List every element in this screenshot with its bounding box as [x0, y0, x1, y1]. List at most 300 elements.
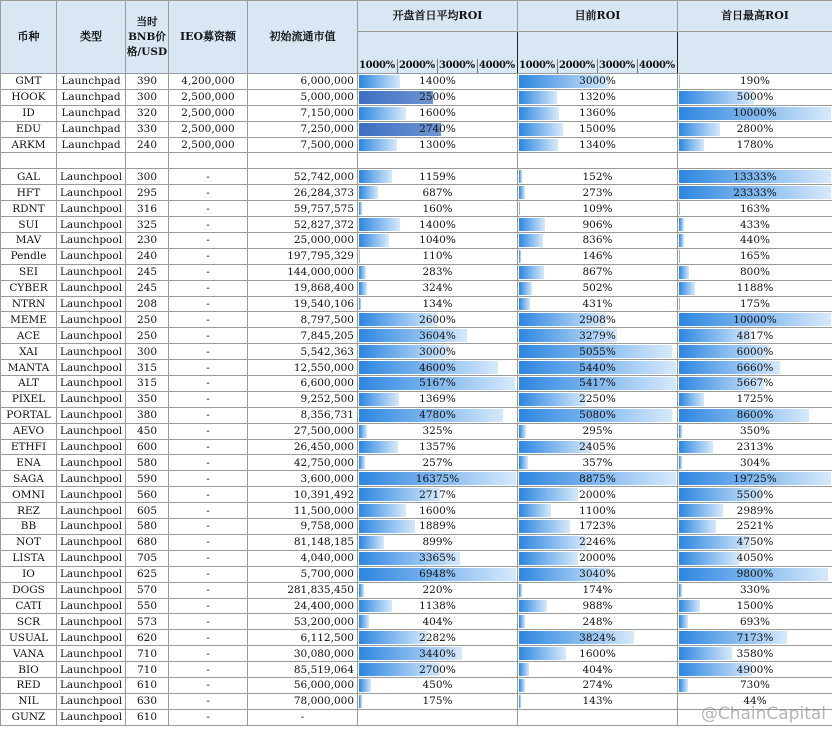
header-type: 类型: [57, 1, 126, 74]
table-row: [1, 312, 832, 328]
ieo-cell: -: [169, 344, 248, 360]
header-price: 当时BNB价格/USD: [126, 1, 169, 74]
table-row: [1, 566, 832, 582]
roi-value: 146%: [582, 250, 613, 263]
type-cell: Launchpool: [57, 519, 126, 535]
table-row: [1, 455, 832, 471]
avg-roi-cell: [358, 312, 518, 328]
roi-value: 1500%: [579, 123, 616, 136]
ieo-cell: -: [169, 662, 248, 678]
roi-value: 44%: [743, 695, 767, 708]
scale-tick: 3000%: [597, 59, 637, 73]
roi-bar: [359, 456, 365, 469]
type-cell: Launchpool: [57, 407, 126, 423]
coin-cell: USUAL: [1, 630, 57, 646]
roi-value: 2908%: [579, 313, 616, 326]
coin-cell: SUI: [1, 217, 57, 233]
roi-bar: [679, 456, 682, 469]
table-row: [1, 519, 832, 535]
roi-value: 3580%: [736, 647, 774, 660]
ieo-cell: -: [169, 630, 248, 646]
price-cell: 573: [126, 614, 169, 630]
mcap-cell: 42,750,000: [248, 455, 358, 471]
avg-roi-cell: [358, 534, 518, 550]
table-row: [1, 360, 832, 376]
max-roi-cell: [678, 217, 832, 233]
roi-bar: [519, 139, 558, 152]
scale-tick: 2000%: [397, 59, 437, 73]
max-roi-cell: [678, 407, 832, 423]
ieo-cell: -: [169, 519, 248, 535]
mcap-cell: 5,700,000: [248, 566, 358, 582]
max-roi-cell: [678, 74, 832, 90]
avg-roi-cell: [358, 693, 518, 709]
max-roi-cell: [678, 503, 832, 519]
roi-bar: [519, 647, 566, 660]
roi-bar: [679, 298, 680, 311]
roi-value: 257%: [422, 456, 453, 469]
roi-value: 295%: [582, 425, 613, 438]
ieo-cell: 2,500,000: [169, 121, 248, 137]
roi-value: 2000%: [579, 552, 616, 565]
table-body: [1, 74, 832, 726]
price-cell: 710: [126, 646, 169, 662]
empty-cell: [678, 153, 832, 169]
type-cell: Launchpool: [57, 312, 126, 328]
price-cell: 350: [126, 391, 169, 407]
roi-bar: [679, 425, 682, 438]
type-cell: Launchpool: [57, 709, 126, 725]
roi-bar: [519, 600, 547, 613]
avg-roi-cell: [358, 487, 518, 503]
current-roi-cell: [518, 312, 678, 328]
roi-value: 5080%: [579, 409, 616, 422]
price-cell: 300: [126, 169, 169, 185]
price-cell: 580: [126, 455, 169, 471]
price-cell: 230: [126, 233, 169, 249]
roi-value: 304%: [739, 456, 771, 469]
coin-cell: NTRN: [1, 296, 57, 312]
price-cell: 330: [126, 121, 169, 137]
roi-value: 1400%: [419, 75, 456, 88]
coin-cell: BIO: [1, 662, 57, 678]
table-row: [1, 376, 832, 392]
max-roi-cell: [678, 566, 832, 582]
type-cell: Launchpool: [57, 296, 126, 312]
max-roi-cell: [678, 89, 832, 105]
roi-value: 2246%: [579, 536, 616, 549]
mcap-cell: 144,000,000: [248, 264, 358, 280]
table-row: [1, 423, 832, 439]
table-row: [1, 677, 832, 693]
avg-roi-cell: [358, 169, 518, 185]
mcap-cell: 24,400,000: [248, 598, 358, 614]
current-roi-cell: [518, 566, 678, 582]
price-cell: 295: [126, 185, 169, 201]
type-cell: Launchpool: [57, 360, 126, 376]
roi-bar: [359, 584, 364, 597]
type-cell: Launchpool: [57, 264, 126, 280]
avg-roi-cell: [358, 677, 518, 693]
roi-bar: [519, 123, 563, 136]
roi-value: 1600%: [579, 647, 616, 660]
coin-cell: SEI: [1, 264, 57, 280]
price-cell: 325: [126, 217, 169, 233]
ieo-cell: -: [169, 614, 248, 630]
avg-roi-cell: [358, 89, 518, 105]
roi-value: 1600%: [419, 107, 456, 120]
price-cell: 710: [126, 662, 169, 678]
roi-bar: [359, 298, 361, 311]
roi-bar: [679, 520, 716, 533]
type-cell: Launchpool: [57, 534, 126, 550]
roi-bar: [679, 139, 704, 152]
ieo-cell: -: [169, 264, 248, 280]
mcap-cell: 6,112,500: [248, 630, 358, 646]
roi-value: 404%: [422, 615, 453, 628]
coin-cell: MANTA: [1, 360, 57, 376]
max-roi-cell: [678, 201, 832, 217]
coin-cell: NOT: [1, 534, 57, 550]
mcap-cell: 7,250,000: [248, 121, 358, 137]
ieo-cell: -: [169, 185, 248, 201]
roi-bar: [359, 679, 371, 692]
coin-cell: EDU: [1, 121, 57, 137]
roi-value: 2600%: [419, 313, 456, 326]
mcap-cell: 53,200,000: [248, 614, 358, 630]
ieo-cell: -: [169, 534, 248, 550]
avg-roi-cell: [358, 376, 518, 392]
roi-value: 357%: [582, 456, 613, 469]
coin-cell: HOOK: [1, 89, 57, 105]
table-row: [1, 550, 832, 566]
table-row: [1, 169, 832, 185]
coin-cell: VANA: [1, 646, 57, 662]
mcap-cell: 78,000,000: [248, 693, 358, 709]
roi-bar: [359, 393, 399, 406]
type-cell: Launchpad: [57, 137, 126, 153]
coin-cell: BB: [1, 519, 57, 535]
roi-bar: [519, 552, 578, 565]
avg-roi-cell: [358, 614, 518, 630]
roi-value: 3000%: [419, 345, 456, 358]
mcap-cell: 7,150,000: [248, 105, 358, 121]
max-roi-cell: [678, 248, 832, 264]
avg-roi-cell: [358, 233, 518, 249]
mcap-cell: 19,540,106: [248, 296, 358, 312]
roi-value: 800%: [739, 266, 771, 279]
max-roi-cell: [678, 423, 832, 439]
roi-value: 6948%: [419, 568, 456, 581]
roi-bar: [519, 282, 532, 295]
coin-cell: GMT: [1, 74, 57, 90]
table-row: [1, 344, 832, 360]
roi-value: 1357%: [419, 441, 456, 454]
roi-value: 7173%: [736, 631, 774, 644]
roi-bar: [679, 123, 720, 136]
price-cell: 580: [126, 519, 169, 535]
type-cell: Launchpool: [57, 248, 126, 264]
roi-value: 1725%: [736, 393, 774, 406]
roi-bar: [679, 600, 700, 613]
max-roi-cell: [678, 550, 832, 566]
roi-bar: [679, 250, 680, 263]
roi-value: 220%: [422, 584, 453, 597]
roi-bar: [359, 441, 398, 454]
mcap-cell: 7,500,000: [248, 137, 358, 153]
roi-value: 5667%: [736, 377, 774, 390]
roi-bar: [359, 520, 415, 533]
current-roi-cell: [518, 471, 678, 487]
roi-value: 2740%: [419, 123, 456, 136]
coin-cell: NIL: [1, 693, 57, 709]
max-roi-cell: [678, 534, 832, 550]
roi-bar: [359, 170, 392, 183]
ieo-cell: -: [169, 455, 248, 471]
table-row: [1, 598, 832, 614]
roi-bar: [519, 488, 578, 501]
roi-bar: [519, 456, 528, 469]
mcap-cell: 81,148,185: [248, 534, 358, 550]
coin-cell: MEME: [1, 312, 57, 328]
roi-value: 4780%: [419, 409, 456, 422]
roi-value: 190%: [739, 75, 771, 88]
avg-roi-cell: [358, 662, 518, 678]
type-cell: Launchpool: [57, 471, 126, 487]
header-max-roi: 首日最高ROI: [678, 1, 832, 32]
coin-cell: OMNI: [1, 487, 57, 503]
max-roi-cell: [678, 614, 832, 630]
type-cell: Launchpool: [57, 566, 126, 582]
roi-value: 5500%: [736, 488, 774, 501]
ieo-cell: -: [169, 487, 248, 503]
ieo-cell: -: [169, 328, 248, 344]
type-cell: Launchpool: [57, 344, 126, 360]
table-row: [1, 89, 832, 105]
roi-value: 3040%: [579, 568, 616, 581]
table-row: [1, 105, 832, 121]
roi-bar: [519, 107, 559, 120]
roi-value: 4817%: [736, 329, 774, 342]
roi-value: 283%: [422, 266, 453, 279]
price-cell: 245: [126, 264, 169, 280]
roi-value: 109%: [582, 202, 613, 215]
empty-cell: [126, 153, 169, 169]
roi-bar: [519, 298, 530, 311]
table-row: [1, 646, 832, 662]
mcap-cell: 27,500,000: [248, 423, 358, 439]
current-roi-cell: [518, 677, 678, 693]
price-cell: 620: [126, 630, 169, 646]
avg-roi-cell: [358, 264, 518, 280]
table-row: [1, 233, 832, 249]
current-roi-cell: [518, 503, 678, 519]
table-row: [1, 709, 832, 725]
mcap-cell: 59,757,575: [248, 201, 358, 217]
current-roi-cell: [518, 105, 678, 121]
avg-roi-cell: [358, 280, 518, 296]
ieo-cell: -: [169, 248, 248, 264]
price-cell: 705: [126, 550, 169, 566]
ieo-cell: -: [169, 566, 248, 582]
roi-bar: [359, 234, 389, 247]
mcap-cell: 19,868,400: [248, 280, 358, 296]
ieo-cell: -: [169, 312, 248, 328]
roi-value: 1340%: [579, 139, 616, 151]
coin-cell: CATI: [1, 598, 57, 614]
roi-bar: [359, 425, 367, 438]
avg-roi-cell: [358, 566, 518, 582]
max-roi-cell: [678, 169, 832, 185]
mcap-cell: 6,600,000: [248, 376, 358, 392]
scale-tick: 3000%: [437, 59, 477, 73]
type-cell: Launchpad: [57, 105, 126, 121]
roi-value: 174%: [582, 584, 613, 597]
ieo-cell: -: [169, 471, 248, 487]
price-cell: 600: [126, 439, 169, 455]
roi-bar: [359, 504, 406, 517]
max-roi-scale: [678, 32, 832, 74]
roi-bar: [679, 615, 688, 628]
roi-bar: [679, 202, 680, 215]
current-roi-cell: [518, 519, 678, 535]
coin-cell: RED: [1, 677, 57, 693]
max-roi-cell: [678, 121, 832, 137]
type-cell: Launchpool: [57, 376, 126, 392]
header-mcap: 初始流通市值: [248, 1, 358, 74]
mcap-cell: 281,835,450: [248, 582, 358, 598]
ieo-cell: -: [169, 693, 248, 709]
scale-tick: 4000%: [637, 59, 677, 73]
roi-bar: [519, 250, 521, 263]
roi-value: 2700%: [419, 663, 456, 676]
avg-roi-cell: [358, 201, 518, 217]
roi-value: 836%: [582, 234, 613, 247]
roi-value: 273%: [582, 186, 613, 199]
current-roi-cell: [518, 121, 678, 137]
max-roi-cell: [678, 344, 832, 360]
coin-cell: SCR: [1, 614, 57, 630]
mcap-cell: 6,000,000: [248, 74, 358, 90]
roi-value: 5167%: [419, 377, 456, 390]
max-roi-cell: [678, 455, 832, 471]
roi-bar: [519, 425, 526, 438]
coin-cell: XAI: [1, 344, 57, 360]
ieo-cell: -: [169, 169, 248, 185]
roi-value: 502%: [582, 282, 613, 295]
avg-roi-cell: [358, 598, 518, 614]
roi-value: 4600%: [419, 361, 456, 374]
current-roi-cell: [518, 439, 678, 455]
roi-bar: [359, 75, 400, 88]
current-roi-cell: [518, 614, 678, 630]
roi-value: 1300%: [419, 139, 456, 151]
avg-roi-cell: [358, 217, 518, 233]
type-cell: Launchpool: [57, 328, 126, 344]
current-roi-cell: [518, 89, 678, 105]
table-row: [1, 471, 832, 487]
current-roi-cell: [518, 185, 678, 201]
coin-cell: REZ: [1, 503, 57, 519]
roi-bar: [519, 536, 586, 549]
current-roi-cell: [518, 74, 678, 90]
mcap-cell: -: [248, 709, 358, 725]
roi-value: 5000%: [736, 91, 774, 104]
roi-value: 1723%: [579, 520, 616, 533]
price-cell: 320: [126, 105, 169, 121]
roi-value: 2282%: [419, 631, 456, 644]
current-roi-cell: [518, 550, 678, 566]
ieo-cell: -: [169, 217, 248, 233]
roi-bar: [359, 250, 360, 263]
max-roi-cell: [678, 677, 832, 693]
table-row: [1, 264, 832, 280]
current-roi-cell: [518, 328, 678, 344]
roi-value: 450%: [422, 679, 453, 692]
current-roi-cell: [518, 169, 678, 185]
avg-roi-cell: [358, 185, 518, 201]
current-roi-cell: [518, 662, 678, 678]
current-roi-cell: [518, 248, 678, 264]
roi-value: 2313%: [736, 441, 774, 454]
avg-roi-cell: [358, 105, 518, 121]
roi-value: 2989%: [736, 504, 774, 517]
roi-value: 163%: [739, 202, 771, 215]
header-current-roi: 目前ROI: [518, 1, 678, 32]
type-cell: Launchpool: [57, 455, 126, 471]
type-cell: Launchpad: [57, 89, 126, 105]
roi-bar: [519, 520, 570, 533]
roi-value: 330%: [739, 584, 771, 597]
roi-bar: [519, 234, 543, 247]
empty-cell: [248, 153, 358, 169]
avg-roi-cell: [358, 423, 518, 439]
type-cell: Launchpool: [57, 503, 126, 519]
roi-bar: [359, 107, 406, 120]
max-roi-cell: [678, 105, 832, 121]
avg-roi-cell: [358, 709, 518, 725]
max-roi-cell: [678, 693, 832, 709]
roi-bar: [359, 139, 397, 152]
roi-bar: [359, 186, 378, 199]
roi-value: 2250%: [579, 393, 616, 406]
roi-bar: [359, 266, 366, 279]
current-roi-cell: [518, 582, 678, 598]
table-row: [1, 185, 832, 201]
roi-value: 1320%: [579, 91, 616, 104]
price-cell: 605: [126, 503, 169, 519]
current-roi-cell: [518, 344, 678, 360]
current-roi-scale: [518, 32, 678, 74]
current-roi-cell: [518, 693, 678, 709]
type-cell: Launchpool: [57, 233, 126, 249]
ieo-cell: -: [169, 598, 248, 614]
current-roi-cell: [518, 360, 678, 376]
empty-cell: [57, 153, 126, 169]
roi-bar: [679, 552, 739, 565]
table-row: [1, 693, 832, 709]
price-cell: 390: [126, 74, 169, 90]
table-row: [1, 439, 832, 455]
price-cell: 380: [126, 407, 169, 423]
price-cell: 560: [126, 487, 169, 503]
type-cell: Launchpool: [57, 614, 126, 630]
roi-value: 433%: [739, 218, 771, 231]
type-cell: Launchpool: [57, 662, 126, 678]
roi-value: 8875%: [579, 472, 616, 485]
roi-value: 3000%: [579, 75, 616, 88]
table-row: [1, 391, 832, 407]
